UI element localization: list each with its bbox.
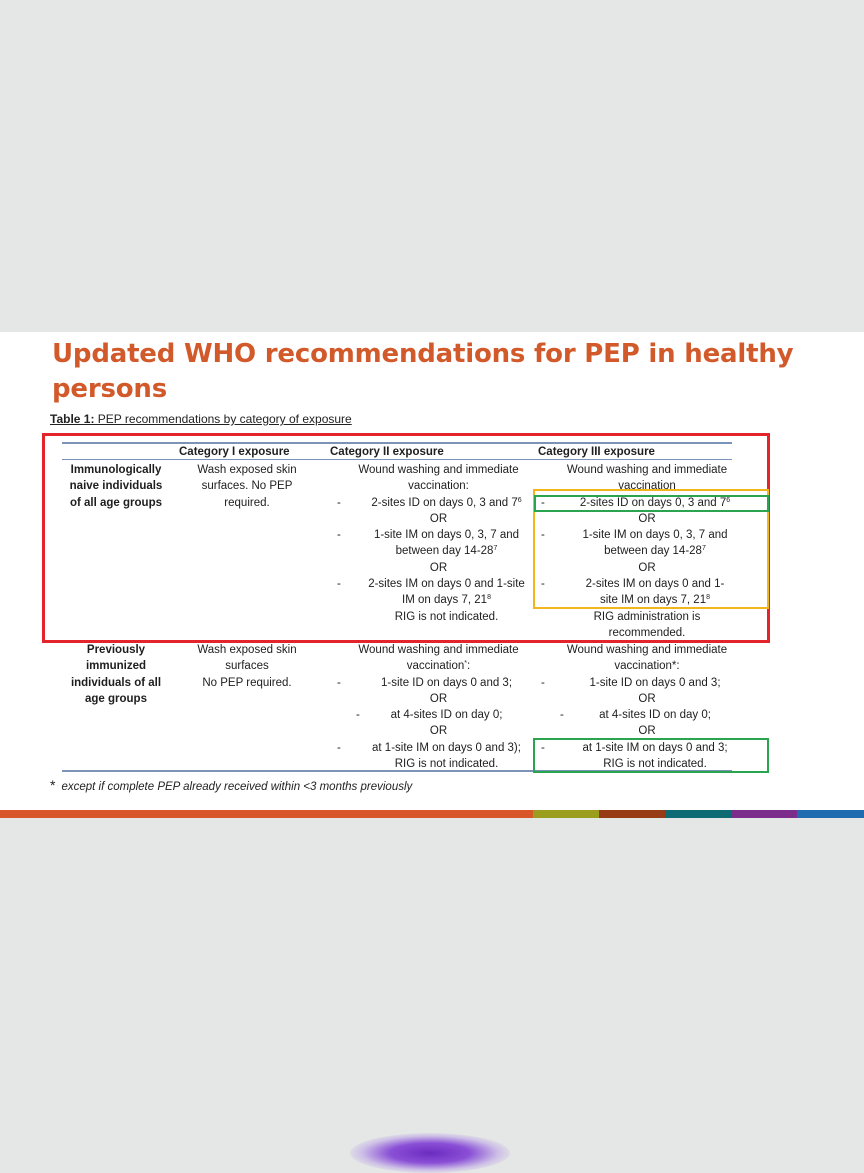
row-immunized-group-line: immunized: [85, 660, 147, 673]
cat2-option-im-2site-cont: IM on days 7, $21^8$: [402, 594, 491, 607]
cat1-line: Wash exposed skin: [197, 464, 297, 476]
cat3-rig-note: RIG is not indicated.: [603, 758, 707, 771]
cat2-option-4site: - at 4-sites ID on day 0;: [356, 709, 503, 722]
color-bar-segment: [731, 810, 797, 818]
cat1-line: No PEP required.: [202, 676, 292, 689]
cat3-or: OR: [638, 692, 656, 705]
cat3-intro-line: Wound washing and immediate: [566, 644, 728, 656]
row-immunized-group-line: Previously: [86, 644, 146, 656]
cat2-or: OR: [429, 692, 448, 705]
highlight-box-green: [533, 738, 769, 773]
cat3-option-id: - 1-site ID on days 0 and 3;: [541, 676, 721, 689]
header-category-2: Category II exposure: [330, 446, 444, 458]
cat2-intro-line: Wound washing and immediate: [358, 644, 519, 656]
cat3-or: OR: [638, 725, 656, 738]
row-naive-group-line: of all age groups: [69, 496, 162, 509]
cat2-option-im-2site: - 2-sites IM on days 0 and 1-site: [337, 578, 525, 591]
cat3-option-4site: - at 4-sites ID on day 0;: [560, 709, 711, 722]
cat2-rig-note: RIG is not indicated.: [394, 610, 499, 623]
slide: [0, 332, 864, 818]
purple-glow-decoration: [350, 1133, 510, 1173]
table-footnote: * except if complete PEP already received within <3 months previously: [50, 777, 413, 793]
row-immunized-group-line: age groups: [85, 692, 147, 705]
cat1-line: surfaces: [225, 660, 269, 673]
cat3-option-im-1site: - 1-site IM on days 0, 3, 7 and: [541, 529, 728, 542]
cat3-rig-note: RIG administration is: [593, 610, 701, 623]
cat2-option-id: - 1-site ID on days 0 and 3;: [337, 676, 513, 689]
color-bar-segment: [599, 810, 665, 818]
color-bar-segment: [533, 810, 599, 818]
slide-title: Updated WHO recommendations for PEP in healthy persons: [52, 339, 794, 404]
highlight-box-green: [534, 495, 769, 512]
row-immunized-cat1: [182, 642, 312, 691]
cat2-or: OR: [429, 725, 448, 738]
cat2-option-im: - at 1-site IM on days 0 and 3);: [337, 741, 521, 754]
color-bar-segment: [665, 810, 731, 818]
color-bar-segment: [0, 810, 533, 818]
cat2-rig-note: RIG is not indicated.: [394, 758, 499, 771]
color-bar-segment: [797, 810, 864, 818]
cat2-option-id: - 2-sites ID on days 0, 3 and $7^6$: [337, 496, 522, 509]
cat1-line: surfaces. No PEP: [201, 480, 293, 493]
cat3-option-im: - at 1-site IM on days 0 and 3;: [541, 741, 728, 754]
header-category-1: Category I exposure: [179, 446, 290, 458]
cat1-line: required.: [224, 496, 270, 509]
row-immunized-cat2: [326, 642, 551, 772]
cat2-intro-line: Wound washing and immediate: [358, 464, 519, 476]
cat3-or: OR: [638, 512, 656, 525]
row-naive-group-line: Immunologically: [70, 464, 162, 476]
cat2-intro-line: vaccination*:: [406, 660, 471, 673]
cat2-option-im-1site-cont: between day $14-28^7$: [395, 545, 498, 558]
table-caption: [50, 412, 352, 426]
table-caption-text: PEP recommendations by category of exposure: [94, 412, 352, 426]
cat3-option-im-1site-cont: between day $14-28^7$: [604, 545, 706, 558]
row-immunized-group: [60, 642, 172, 707]
row-immunized-group-line: individuals of all: [70, 676, 162, 689]
cat3-intro-line: vaccination: [618, 480, 676, 493]
cat3-or: OR: [638, 561, 656, 574]
cat2-or: OR: [429, 561, 448, 574]
cat2-option-im-1site: - 1-site IM on days 0, 3, 7 and: [337, 529, 520, 542]
cat3-rig-note: recommended.: [608, 626, 686, 639]
cat2-intro-line: vaccination:: [408, 480, 469, 493]
cat3-option-im-2site-cont: site IM on days 7, $21^8$: [599, 594, 711, 607]
table-caption-label: Table 1:: [50, 412, 95, 426]
row-naive-group-line: naive individuals: [69, 480, 163, 493]
cat3-option-id: - 2-sites ID on days 0, 3 and $7^6$: [541, 496, 731, 509]
header-category-3: Category III exposure: [538, 446, 655, 458]
cat3-option-im-2site: - 2-sites IM on days 0 and 1-: [541, 578, 725, 591]
cat3-intro-line: vaccination*:: [614, 660, 680, 673]
cat1-line: Wash exposed skin: [197, 644, 297, 656]
cat2-or: OR: [429, 512, 448, 525]
cat3-intro-line: Wound washing and immediate: [566, 464, 728, 476]
